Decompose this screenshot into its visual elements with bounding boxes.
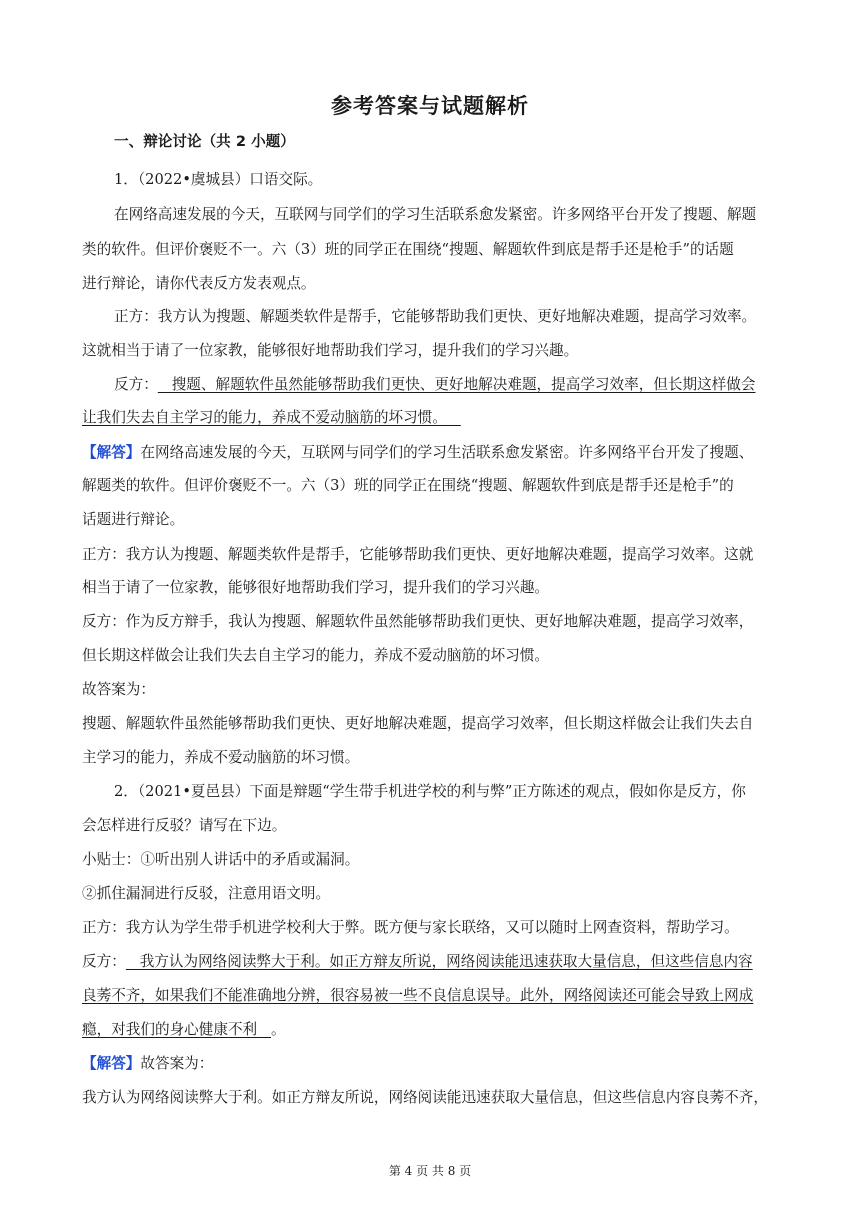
q2-tip: 小贴士：①听出别人讲话中的矛盾或漏洞。 (82, 851, 360, 868)
q2-con-line (82, 986, 782, 1006)
q1-con-line (114, 375, 782, 395)
q2-con-answer: 良莠不齐，如果我们不能准确地分辨，很容易被一些不良信息误导。此外，网络阅读还可能会导致上网成 (82, 987, 754, 1004)
q1-intro-line: 在网络高速发展的今天，互联网与同学们的学习生活联系愈发紧密。许多网络平台开发了搜题、解题 (114, 206, 757, 223)
section-heading: 一、辩论讨论（共 2 小题） (114, 133, 295, 150)
q1-analysis-line: 解题类的软件。但评价褒贬不一。六（3）班的同学正在围绕“搜题、解题软件到底是帮手还是枪手”的 (82, 477, 734, 494)
q2-analysis-line: 我方认为网络阅读弊大于利。如正方辩友所说，网络阅读能迅速获取大量信息，但这些信息内容良莠不齐， (82, 1089, 768, 1106)
q1-analysis-line: 故答案为： (82, 681, 155, 698)
q1-analysis-text: 在网络高速发展的今天，互联网与同学们的学习生活联系愈发紧密。许多网络平台开发了搜题、 (140, 444, 754, 461)
q2-stem: 2．（2021•夏邑县）下面是辩题“学生带手机进学校的利与弊”正方陈述的观点，假如你是反方，你 (114, 783, 746, 800)
page-footer: 第 4 页 共 8 页 (388, 1164, 472, 1178)
q1-con-label: 反方： (114, 376, 158, 393)
q2-tip: ②抓住漏洞进行反驳，注意用语文明。 (82, 885, 331, 902)
q1-intro-line: 进行辩论，请你代表反方发表观点。 (82, 275, 316, 292)
q1-analysis-line (82, 443, 782, 463)
q2-con-line (82, 952, 782, 972)
q1-intro-line: 类的软件。但评价褒贬不一。六（3）班的同学正在围绕“搜题、解题软件到底是帮手还是枪手”的话题 (82, 241, 734, 258)
q1-con-answer: 搜题、解题软件虽然能够帮助我们更快、更好地解决难题，提高学习效率，但长期这样做会 (157, 376, 756, 393)
answer-tag: 【解答】 (82, 1055, 141, 1072)
q1-analysis-line: 反方：作为反方辩手，我认为搜题、解题软件虽然能够帮助我们更快、更好地解决难题，提高学习效率， (82, 613, 754, 630)
q1-analysis-line: 主学习的能力，养成不爱动脑筋的坏习惯。 (82, 749, 360, 766)
q1-analysis-line: 相当于请了一位家教，能够很好地帮助我们学习，提升我们的学习兴趣。 (82, 579, 550, 596)
q2-con-line (82, 1020, 782, 1040)
answer-tag: 【解答】 (82, 444, 141, 461)
q1-con-answer: 让我们失去自主学习的能力，养成不爱动脑筋的坏习惯。 (82, 409, 461, 426)
q1-stem: 1．（2022•虞城县）口语交际。 (114, 171, 323, 188)
q2-con-answer: 瘾，对我们的身心健康不利 (82, 1021, 272, 1038)
q2-analysis-text: 故答案为： (140, 1055, 214, 1072)
q2-analysis-line (82, 1054, 782, 1074)
q1-con-line (82, 408, 782, 428)
q2-con-answer: 我方认为网络阅读弊大于利。如正方辩友所说，网络阅读能迅速获取大量信息，但这些信息内容 (125, 953, 753, 970)
q2-pro: 正方：我方认为学生带手机进学校利大于弊。既方便与家长联络，又可以随时上网查资料，帮助学习。 (82, 919, 739, 936)
q1-pro-line: 这就相当于请了一位家教，能够很好地帮助我们学习，提升我们的学习兴趣。 (82, 342, 579, 359)
q1-analysis-line: 话题进行辩论。 (82, 511, 185, 528)
q2-stem: 会怎样进行反驳？请写在下边。 (82, 817, 287, 834)
q1-analysis-line: 但长期这样做会让我们失去自主学习的能力，养成不爱动脑筋的坏习惯。 (82, 647, 550, 664)
q1-analysis-line: 正方：我方认为搜题、解题类软件是帮手，它能够帮助我们更快、更好地解决难题，提高学习效率。这就 (82, 546, 754, 563)
q1-pro-line: 正方：我方认为搜题、解题类软件是帮手，它能够帮助我们更快、更好地解决难题，提高学习效率。 (114, 308, 757, 325)
q1-analysis-line: 搜题、解题软件虽然能够帮助我们更快、更好地解决难题，提高学习效率，但长期这样做会让我们失去自 (82, 715, 754, 732)
q2-con-label: 反方： (82, 953, 126, 970)
q2-con-end: 。 (271, 1021, 286, 1038)
page-title: 参考答案与试题解析 (331, 94, 529, 118)
